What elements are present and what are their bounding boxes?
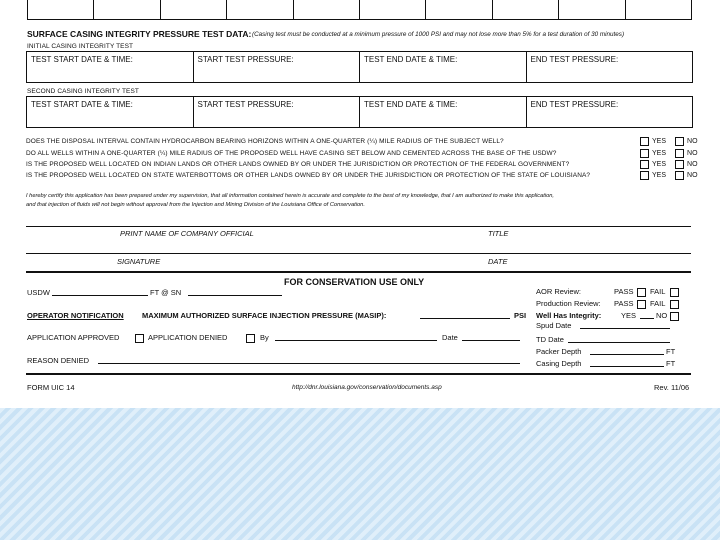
- reason-denied-label: REASON DENIED: [27, 356, 90, 365]
- well-integrity-label: Well Has Integrity:: [536, 311, 602, 320]
- psi-label: PSI: [514, 311, 527, 320]
- by-input-line[interactable]: [275, 340, 437, 341]
- yes-no-group: [640, 149, 698, 158]
- grid-cell: [625, 0, 692, 20]
- grid-cell: [558, 0, 624, 20]
- yes-label: YES: [652, 138, 667, 145]
- integrity-yes-label: YES: [621, 311, 637, 320]
- pass-label: PASS: [614, 287, 634, 296]
- certification-line-1: I hereby certify this application has been prepared under my supervision, that all information contained herein is accurate and complete to the best of my knowledge, that I am authorized to make this application,: [26, 193, 554, 199]
- second-end-pressure-field[interactable]: END TEST PRESSURE:: [530, 100, 619, 109]
- no-checkbox[interactable]: [675, 149, 684, 158]
- grid-cell: [425, 0, 491, 20]
- no-checkbox[interactable]: [675, 137, 684, 146]
- integrity-no-checkbox[interactable]: [670, 312, 679, 321]
- integrity-yes-line[interactable]: [640, 318, 654, 319]
- yes-no-group: [640, 171, 698, 180]
- yes-checkbox[interactable]: [640, 171, 649, 180]
- fail-label: FAIL: [650, 287, 666, 296]
- question-federal-lands: IS THE PROPOSED WELL LOCATED ON INDIAN LANDS OR OTHER LANDS OWNED BY OR UNDER THE JURISDICTION OR PROTECTION OF THE FEDERAL GOVERNMENT?: [26, 161, 570, 168]
- signature-line: [26, 253, 691, 254]
- operator-notification-label: OPERATOR NOTIFICATION: [27, 311, 124, 320]
- integrity-no-label: NO: [656, 311, 668, 320]
- sn-input-line[interactable]: [188, 295, 282, 296]
- grid-cell: [160, 0, 226, 20]
- no-label: NO: [687, 150, 698, 157]
- grid-cell: [27, 0, 93, 20]
- reason-denied-input-line[interactable]: [98, 363, 520, 364]
- yes-checkbox[interactable]: [640, 160, 649, 169]
- second-start-pressure-field[interactable]: START TEST PRESSURE:: [194, 97, 361, 127]
- masip-label: MAXIMUM AUTHORIZED SURFACE INJECTION PRESSURE (MASIP):: [142, 311, 387, 320]
- spud-date-label: Spud Date: [536, 321, 572, 330]
- yes-no-group: [640, 137, 698, 146]
- casing-ft-label: FT: [666, 359, 676, 368]
- yes-no-group: [640, 160, 698, 169]
- date-label: DATE: [488, 257, 508, 266]
- no-label: NO: [687, 138, 698, 145]
- slide-background: [0, 408, 720, 540]
- ft-sn-label: FT @ SN: [150, 288, 182, 297]
- packer-ft-label: FT: [666, 347, 676, 356]
- second-test-row: [26, 96, 693, 128]
- approved-checkbox[interactable]: [135, 334, 144, 343]
- td-date-input-line[interactable]: [568, 342, 670, 343]
- signature-line: [26, 226, 691, 227]
- second-test-label: SECOND CASING INTEGRITY TEST: [27, 88, 139, 95]
- initial-test-label: INITIAL CASING INTEGRITY TEST: [27, 43, 134, 50]
- form-number: FORM UIC 14: [27, 383, 75, 392]
- yes-label: YES: [652, 161, 667, 168]
- no-label: NO: [687, 172, 698, 179]
- initial-start-datetime-field[interactable]: TEST START DATE & TIME:: [27, 52, 194, 82]
- masip-input-line[interactable]: [420, 318, 510, 319]
- grid-cell: [359, 0, 425, 20]
- production-fail-checkbox[interactable]: [670, 300, 679, 309]
- usdw-input-line[interactable]: [52, 295, 148, 296]
- aor-review-label: AOR Review:: [536, 287, 582, 296]
- footer-divider: [26, 373, 691, 375]
- no-checkbox[interactable]: [675, 160, 684, 169]
- certification-line-2: and that injection of fluids will not begin without approval from the Injection and Mining Division of the Louisiana Office of Conservation.: [26, 202, 365, 208]
- initial-end-pressure-field[interactable]: END TEST PRESSURE:: [530, 55, 619, 64]
- revision-label: Rev. 11/06: [654, 383, 690, 392]
- question-casing-usdw: DO ALL WELLS WITHIN A ONE-QUARTER (¼) MILE RADIUS OF THE PROPOSED WELL HAVE CASING SET BELOW AND CEMENTED ACROSS THE BASE OF THE USDW?: [26, 150, 557, 157]
- title-label: TITLE: [488, 229, 509, 238]
- grid-cell: [93, 0, 159, 20]
- initial-test-row: [26, 51, 693, 83]
- yes-checkbox[interactable]: [640, 137, 649, 146]
- signature-label: SIGNATURE: [117, 257, 161, 266]
- production-review-label: Production Review:: [536, 299, 601, 308]
- conservation-header: FOR CONSERVATION USE ONLY: [284, 277, 425, 287]
- grid-cell: [492, 0, 558, 20]
- packer-depth-input-line[interactable]: [590, 354, 664, 355]
- yes-label: YES: [652, 150, 667, 157]
- grid-cell: [293, 0, 359, 20]
- initial-start-pressure-field[interactable]: START TEST PRESSURE:: [194, 52, 361, 82]
- usdw-label: USDW: [27, 288, 50, 297]
- pass-label: PASS: [614, 299, 634, 308]
- by-label: By: [260, 333, 269, 342]
- no-checkbox[interactable]: [675, 171, 684, 180]
- approval-date-label: Date: [442, 333, 458, 342]
- no-label: NO: [687, 161, 698, 168]
- aor-pass-checkbox[interactable]: [637, 288, 646, 297]
- denied-checkbox[interactable]: [246, 334, 255, 343]
- aor-fail-checkbox[interactable]: [670, 288, 679, 297]
- surface-casing-note: (Casing test must be conducted at a minimum pressure of 1000 PSI and may not lose more than 5% for a test duration of 30 minutes): [252, 31, 625, 38]
- question-hydrocarbon: DOES THE DISPOSAL INTERVAL CONTAIN HYDROCARBON BEARING HORIZONS WITHIN A ONE-QUARTER (¼) MILE RADIUS OF THE SUBJECT WELL?: [26, 138, 504, 145]
- production-pass-checkbox[interactable]: [637, 300, 646, 309]
- top-grid-row: [27, 0, 692, 20]
- second-start-datetime-field[interactable]: TEST START DATE & TIME:: [27, 97, 194, 127]
- second-end-datetime-field[interactable]: TEST END DATE & TIME:: [360, 97, 527, 127]
- grid-cell: [226, 0, 292, 20]
- casing-depth-input-line[interactable]: [590, 366, 664, 367]
- print-name-label: PRINT NAME OF COMPANY OFFICIAL: [120, 229, 254, 238]
- td-date-label: TD Date: [536, 335, 564, 344]
- surface-casing-title: SURFACE CASING INTEGRITY PRESSURE TEST DATA:: [27, 29, 252, 39]
- question-state-lands: IS THE PROPOSED WELL LOCATED ON STATE WATERBOTTOMS OR OTHER LANDS OWNED BY OR UNDER THE JURISDICTION OR PROTECTION OF THE STATE OF LOUISIANA?: [26, 172, 591, 179]
- application-denied-label: APPLICATION DENIED: [148, 333, 228, 342]
- application-approved-label: APPLICATION APPROVED: [27, 333, 120, 342]
- yes-checkbox[interactable]: [640, 149, 649, 158]
- yes-label: YES: [652, 172, 667, 179]
- divider: [26, 271, 691, 273]
- casing-depth-label: Casing Depth: [536, 359, 582, 368]
- spud-date-input-line[interactable]: [580, 328, 670, 329]
- approval-date-input-line[interactable]: [462, 340, 520, 341]
- fail-label: FAIL: [650, 299, 666, 308]
- packer-depth-label: Packer Depth: [536, 347, 582, 356]
- footer-url[interactable]: http://dnr.louisiana.gov/conservation/documents.asp: [292, 384, 442, 391]
- initial-end-datetime-field[interactable]: TEST END DATE & TIME:: [360, 52, 527, 82]
